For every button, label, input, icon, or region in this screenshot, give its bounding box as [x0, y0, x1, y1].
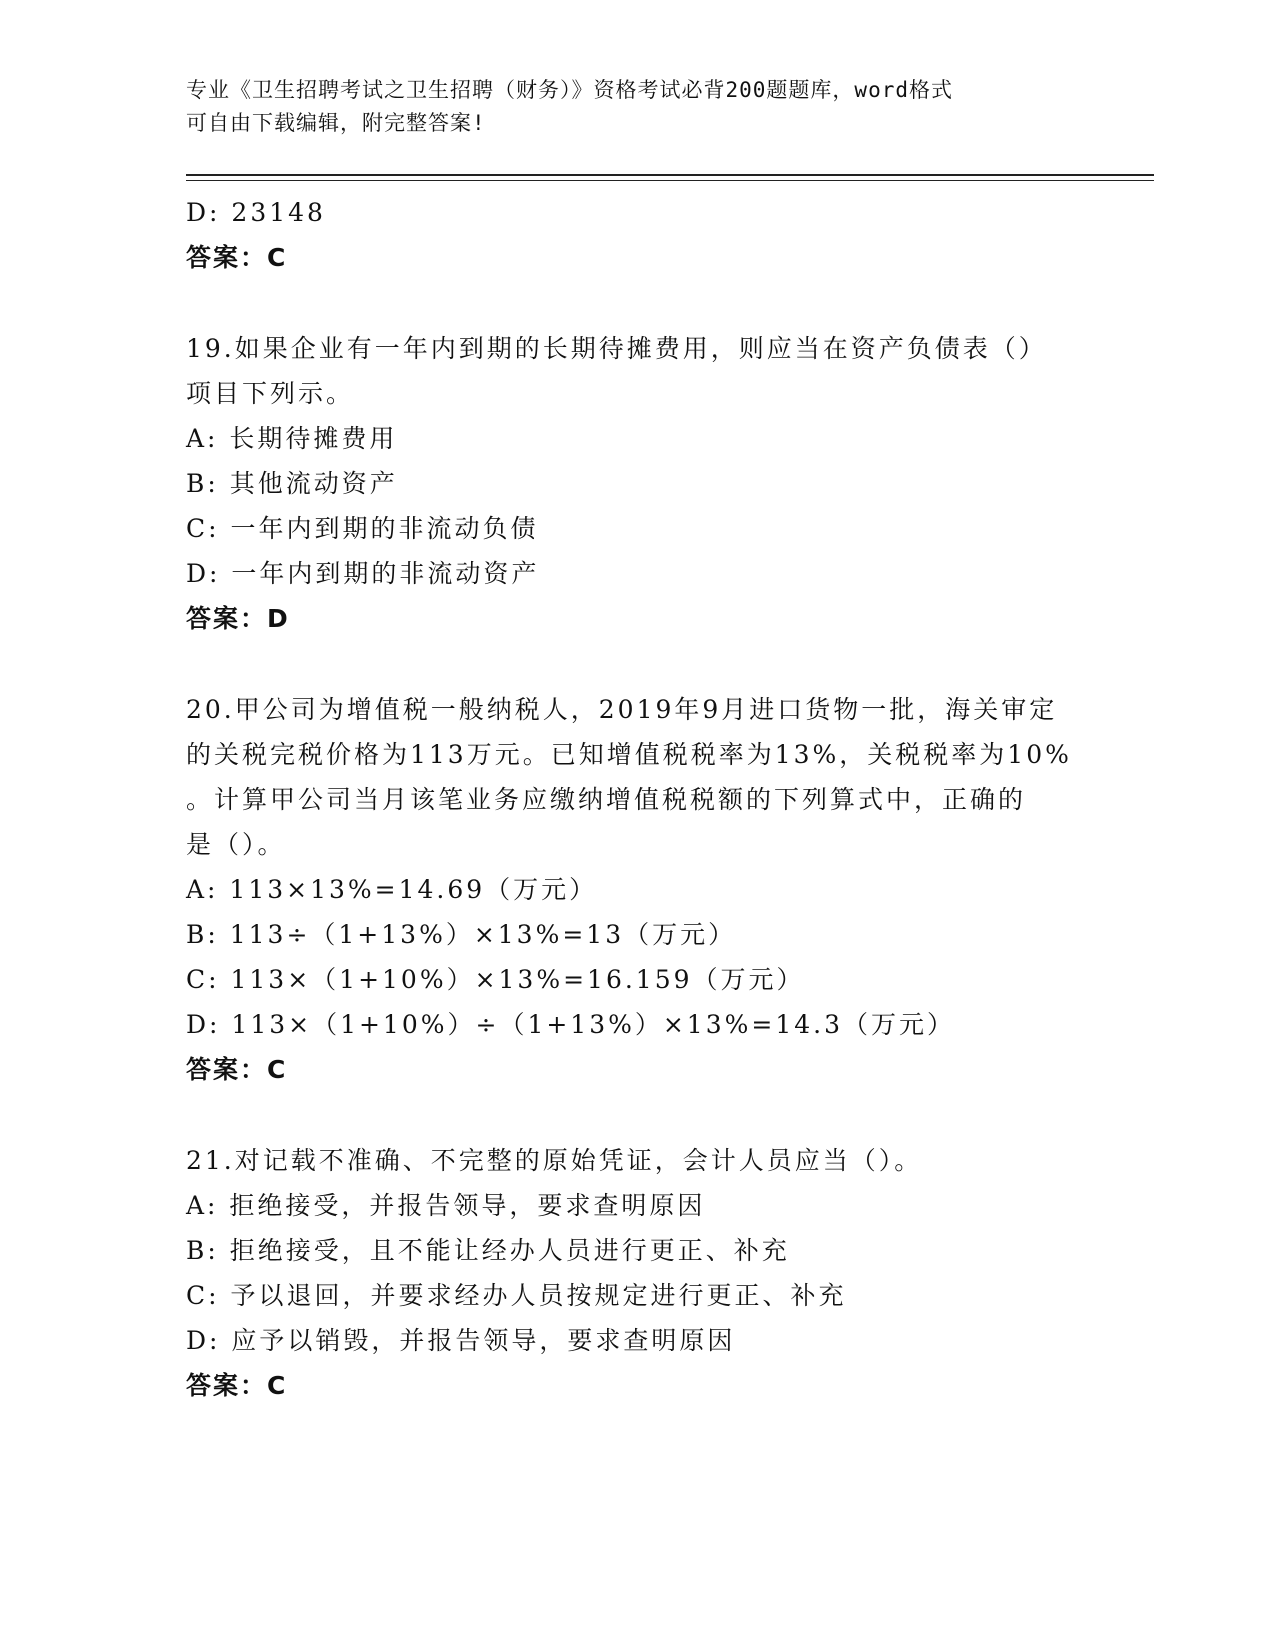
question-stem: 19.如果企业有一年内到期的长期待摊费用，则应当在资产负债表（）	[186, 334, 1047, 363]
answer-line: 答案：C	[186, 1371, 288, 1400]
question-stem-continued: 。计算甲公司当月该笔业务应缴纳增值税税额的下列算式中，正确的	[186, 785, 1027, 814]
header-divider-thin	[186, 180, 1154, 181]
option-d: D: 应予以销毁，并报告领导，要求查明原因	[186, 1326, 736, 1355]
document-header	[186, 74, 1086, 140]
option-a: A: 113×13%=14.69（万元）	[186, 875, 598, 904]
answer-line: 答案：C	[186, 1055, 288, 1084]
option-b: B: 113÷（1+13%）×13%=13（万元）	[186, 920, 737, 949]
option-a: A: 拒绝接受，并报告领导，要求查明原因	[186, 1191, 706, 1220]
answer-line: 答案：C	[186, 243, 288, 272]
question-spacer	[186, 641, 1086, 687]
question-list	[186, 190, 1086, 1408]
header-divider-thick	[186, 174, 1154, 176]
option-d: D: 113×（1+10%）÷（1+13%）×13%=14.3（万元）	[186, 1010, 955, 1039]
question-stem: 21.对记载不准确、不完整的原始凭证，会计人员应当（）。	[186, 1146, 923, 1175]
option-c: C: 一年内到期的非流动负债	[186, 514, 539, 543]
answer-line: 答案：D	[186, 604, 290, 633]
question-stem-continued: 是（）。	[186, 830, 286, 859]
option-c: C: 113×（1+10%）×13%=16.159（万元）	[186, 965, 805, 994]
question-stem-continued: 的关税完税价格为113万元。已知增值税税率为13%，关税税率为10%	[186, 740, 1072, 769]
option-b: B: 其他流动资产	[186, 469, 398, 498]
question-stem: 20.甲公司为增值税一般纳税人，2019年9月进口货物一批，海关审定	[186, 695, 1058, 724]
question-spacer	[186, 1092, 1086, 1138]
question-block-prev	[186, 190, 1086, 280]
option-d: D: 一年内到期的非流动资产	[186, 559, 540, 588]
option-d: D: 23148	[186, 198, 326, 227]
question-spacer	[186, 280, 1086, 326]
question-block-19	[186, 326, 1086, 641]
option-b: B: 拒绝接受，且不能让经办人员进行更正、补充	[186, 1236, 790, 1265]
question-block-20	[186, 687, 1086, 1092]
option-a: A: 长期待摊费用	[186, 424, 398, 453]
header-line-2: 可自由下载编辑，附完整答案!	[186, 111, 486, 135]
header-line-1: 专业《卫生招聘考试之卫生招聘（财务）》资格考试必背200题题库，word格式	[186, 78, 953, 102]
option-c: C: 予以退回，并要求经办人员按规定进行更正、补充	[186, 1281, 847, 1310]
question-stem-continued: 项目下列示。	[186, 379, 355, 408]
question-block-21	[186, 1138, 1086, 1408]
